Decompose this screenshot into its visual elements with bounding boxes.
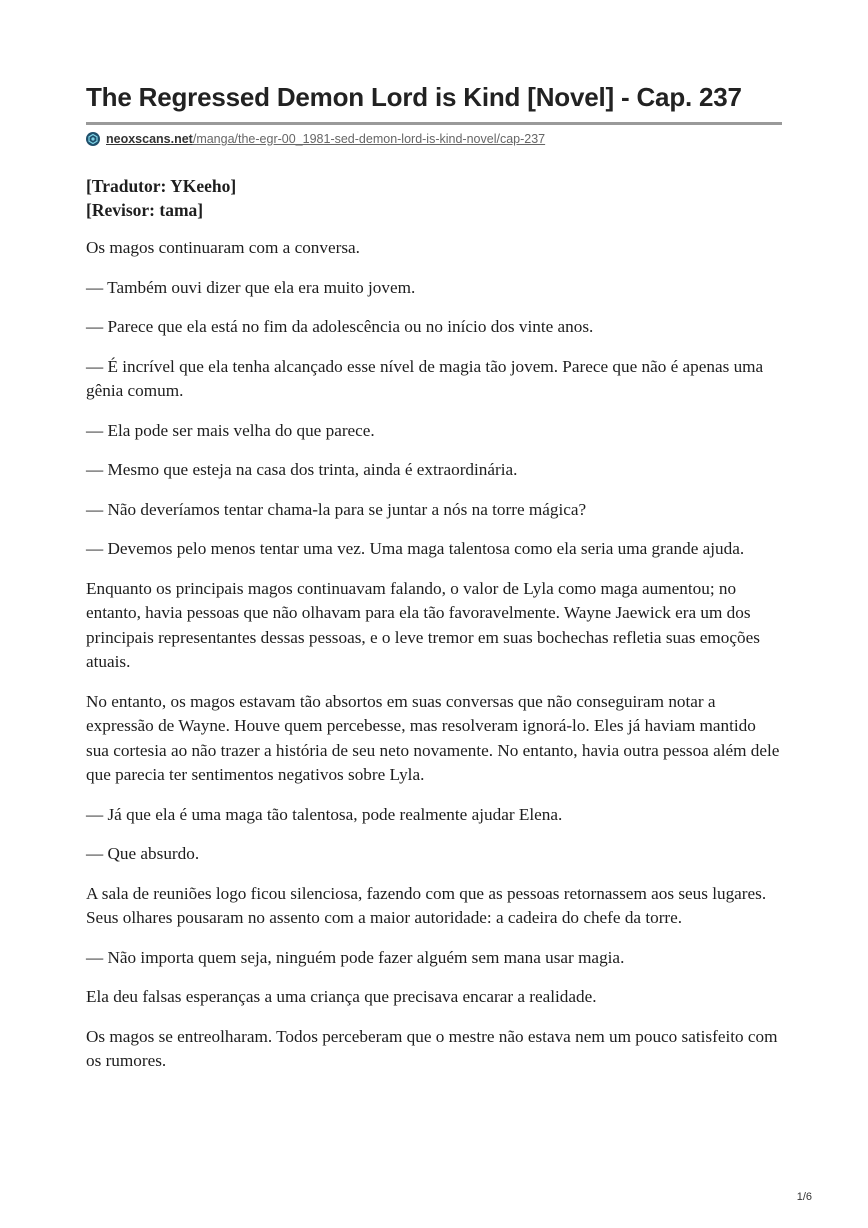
paragraph: Ela deu falsas esperanças a uma criança que precisava encarar a realidade. [86,987,597,1006]
source-domain[interactable]: neoxscans.net [106,132,193,146]
paragraph: A sala de reuniões logo ficou silenciosa, fazendo com que as pessoas retornassem aos seus lugares. Seus olhares pousaram no assento com a maior autoridade: a cadeira do chefe da torre. [86,883,767,927]
source-link-row[interactable] [86,132,782,146]
site-favicon-icon [86,132,100,146]
paragraph: — Ela pode ser mais velha do que parece. [86,420,375,440]
translator-credit: [Tradutor: YKeeho] [86,176,237,196]
reviewer-credit: [Revisor: tama] [86,200,204,220]
paragraph: — Que absurdo. [86,844,200,863]
chapter-body [86,236,782,1074]
paragraph: — Já que ela é uma maga tão talentosa, pode realmente ajudar Elena. [86,804,563,824]
paragraph: — Também ouvi dizer que ela era muito jovem. [86,277,416,297]
source-path[interactable]: /manga/the-egr-00_1981-sed-demon-lord-is-kind-novel/cap-237 [192,132,546,146]
paragraph: — É incrível que ela tenha alcançado esse nível de magia tão jovem. Parece que não é apenas uma gênia comum. [86,356,764,400]
paragraph: — Não importa quem seja, ninguém pode fazer alguém sem mana usar magia. [86,947,625,967]
paragraph: Enquanto os principais magos continuavam falando, o valor de Lyla como maga aumentou; no entanto, havia pessoas que não olhavam para ela tão favoravelmente. Wayne Jaewick era um dos principais representantes dessas pessoas, e o leve tremor em suas bochechas refletia suas emoções atuais. [86,578,760,671]
paragraph: Os magos se entreolharam. Todos perceberam que o mestre não estava nem um pouco satisfeito com os rumores. [86,1026,778,1070]
paragraph: — Devemos pelo menos tentar uma vez. Uma maga talentosa como ela seria uma grande ajuda. [86,539,745,558]
page-number: 1/6 [796,1191,812,1203]
paragraph: — Parece que ela está no fim da adolescência ou no início dos vinte anos. [86,317,594,336]
paragraph: Os magos continuaram com a conversa. [86,238,360,257]
credits-block [86,174,782,222]
paragraph: No entanto, os magos estavam tão absortos em suas conversas que não conseguiram notar a expressão de Wayne. Houve quem percebesse, mas resolveram ignorá-lo. Eles já haviam mantido sua cortesia ao não trazer a história de seu neto novamente. No entanto, havia outra pessoa além dele que parecia ter sentimentos negativos sobre Lyla. [86,691,780,784]
paragraph: — Não deveríamos tentar chama-la para se juntar a nós na torre mágica? [86,499,587,519]
document-page [86,80,782,1089]
paragraph: — Mesmo que esteja na casa dos trinta, ainda é extraordinária. [86,460,518,479]
page-title: The Regressed Demon Lord is Kind [Novel] - Cap. 237 [86,80,782,125]
